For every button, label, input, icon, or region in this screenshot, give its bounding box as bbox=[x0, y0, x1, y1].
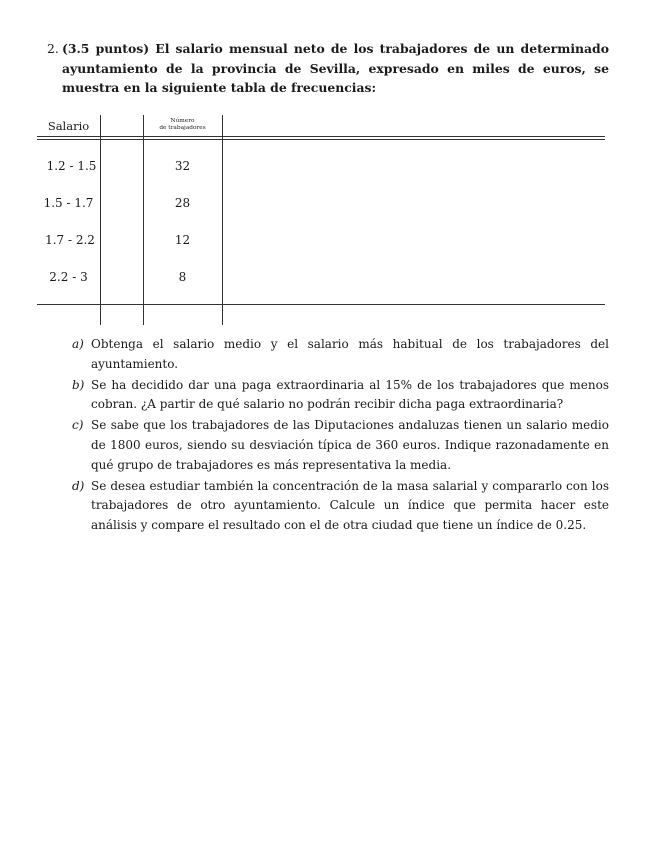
item-d-label: d) bbox=[72, 478, 85, 493]
item-d-text: Se desea estudiar también la concentración de la masa salarial y compararlo con los trabajadores de otro ayuntamiento. Calcule un índice que permita hacer este análisis y compare el resultado con el de otra ciudad que tiene un índice de 0.25. bbox=[91, 478, 609, 533]
table-divider-1 bbox=[100, 115, 101, 325]
row-4-count: 8 bbox=[178, 270, 187, 284]
frequency-table bbox=[37, 115, 605, 325]
table-bottom-rule bbox=[37, 304, 605, 305]
problem-number: 2. bbox=[47, 41, 59, 56]
table-divider-3 bbox=[222, 115, 223, 325]
question-items bbox=[72, 335, 609, 537]
row-4-interval: 2.2 - 3 bbox=[49, 270, 88, 284]
problem-statement bbox=[47, 39, 609, 98]
row-1-count: 32 bbox=[174, 159, 191, 173]
table-divider-2 bbox=[143, 115, 144, 325]
row-3-interval: 1.7 - 2.2 bbox=[45, 233, 95, 247]
header-count-line1: Número bbox=[170, 118, 195, 124]
row-2-interval: 1.5 - 1.7 bbox=[43, 196, 94, 210]
item-d bbox=[72, 477, 609, 536]
item-c bbox=[72, 416, 609, 475]
header-count-line2: de trabajadores bbox=[159, 125, 206, 131]
header-rule-bottom bbox=[37, 139, 605, 140]
item-b bbox=[72, 376, 609, 416]
item-b-text: Se ha decidido dar una paga extraordinaria al 15% de los trabajadores que menos cobran. ¿A partir de qué salario no podrán recibir dicha paga extraordinaria? bbox=[91, 377, 609, 412]
header-count bbox=[143, 118, 222, 132]
header-rule-top bbox=[37, 136, 605, 137]
item-c-label: c) bbox=[72, 418, 84, 433]
header-salary: Salario bbox=[47, 119, 90, 133]
item-a bbox=[72, 335, 609, 375]
row-1-interval: 1.2 - 1.5 bbox=[46, 159, 97, 173]
item-a-label: a) bbox=[72, 337, 84, 351]
item-a-text: Obtenga el salario medio y el salario más habitual de los trabajadores del ayuntamiento. bbox=[91, 337, 609, 371]
problem-text: (3.5 puntos) El salario mensual neto de los trabajadores de un determinado ayuntamiento de la provincia de Sevilla, expresado en miles de euros, se muestra en la siguiente tabla de frecuencias: bbox=[62, 41, 609, 95]
item-c-text: Se sabe que los trabajadores de las Diputaciones andaluzas tienen un salario medio de 1800 euros, siendo su desviación típica de 360 euros. Indique razonadamente en qué grupo de trabajadores es más representativa la media. bbox=[91, 418, 609, 472]
item-b-label: b) bbox=[72, 377, 85, 392]
row-3-count: 12 bbox=[174, 233, 191, 247]
row-2-count: 28 bbox=[174, 196, 191, 210]
